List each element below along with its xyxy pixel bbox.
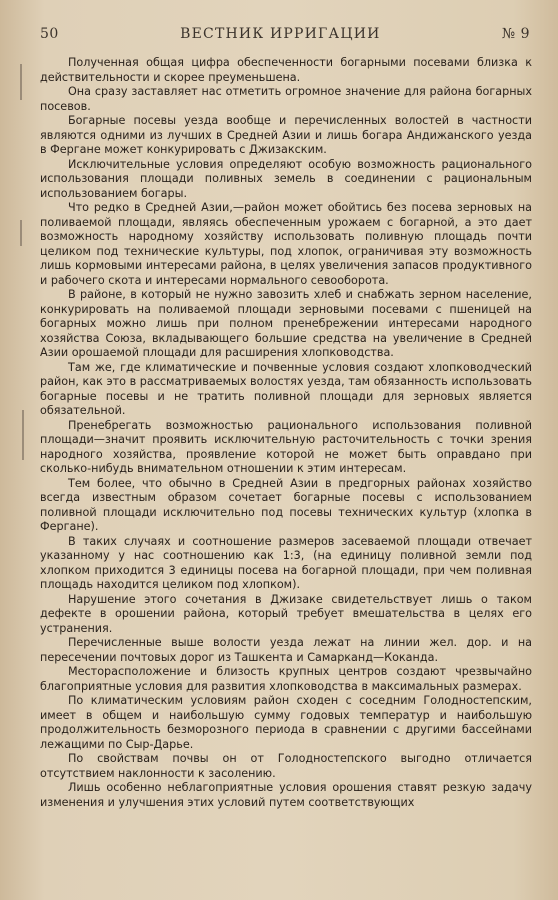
article-body (40, 56, 532, 810)
paragraph: Богарные посевы уезда вообще и перечисленных волостей в частности являются одними из лучших в Средней Азии и лишь богара Андижанского уезда в Фергане может конкурировать с Джизакским. (40, 114, 532, 156)
page-header (40, 26, 530, 46)
paragraph: В таких случаях и соотношение размеров засеваемой площади отвечает указанному у нас соотношению как 1:3, (на единицу поливной земли под хлопком приходится 3 единицы посева на богарной площади, при чем поливная площадь находится целиком под хлопком). (40, 534, 532, 591)
page-number: 50 (40, 26, 59, 42)
paragraph: В районе, в который не нужно завозить хлеб и снабжать зерном население, конкурировать на поливаемой площади зерновыми посевами с пшеницей на богарных можно лишь при полном пренебрежении интересами народного хозяйства Союза, вкладывающего большие средства на увеличение в Средней Азии орошаемой площади для расширения хлопководства. (40, 288, 532, 359)
paragraph: Там же, где климатические и почвенные условия создают хлопководческий район, как это в рассматриваемых волостях уезда, там обязанность использовать богарные посевы и не тратить поливной площади для зерновых является обязательной. (40, 360, 532, 417)
paragraph: Перечисленные выше волости уезда лежат на линии жел. дор. и на пересечении почтовых дорог из Ташкента и Самарканд—Коканда. (40, 636, 532, 664)
paragraph: По климатическим условиям район сходен с соседним Голодностепским, имеет в общем и наибольшую сумму годовых температур и наибольшую продолжительность безморозного периода в сравнении с другими бассейнами лежащими по Сыр-Дарье. (40, 694, 532, 751)
paragraph: Лишь особенно неблагоприятные условия орошения ставят резкую задачу изменения и улучшения этих условий путем соответствующих (40, 781, 532, 809)
margin-mark (20, 220, 22, 246)
paragraph: Месторасположение и близость крупных центров создают чрезвычайно благоприятные условия для развития хлопководства в максимальных размерах. (40, 665, 532, 693)
paragraph: Она сразу заставляет нас отметить огромное значение для района богарных посевов. (40, 85, 532, 113)
margin-mark (20, 64, 22, 100)
paragraph: Что редко в Средней Азии,—район может обойтись без посева зерновых на поливаемой площади, являясь обеспеченным урожаем с богарной, а это дает возможность народному хозяйству использовать поливную площадь почти целиком под технические культуры, под хлопок, ограничивая эту возможность лишь кормовыми интересами района, в целях увеличения запасов продуктивного и рабочего скота и интересами нормального севооборота. (40, 201, 532, 287)
issue-number: № 9 (501, 26, 530, 42)
paragraph: Исключительные условия определяют особую возможность рационального использования площади поливных земель в соединении с рациональным использованием богары. (40, 157, 532, 200)
paragraph: Пренебрегать возможностью рационального использования поливной площади—значит проявить исключительную расточительность с точки зрения народного хозяйства, проявление которой не может быть оправдано при сколько-нибудь внимательном отношении к этим интересам. (40, 418, 532, 475)
margin-mark (22, 410, 24, 460)
paragraph: Тем более, что обычно в Средней Азии в предгорных районах хозяйство всегда известным образом сочетает богарные посевы с использованием поливной площади исключительно под посевы технических культур (хлопка в Фергане). (40, 476, 532, 533)
paragraph: Нарушение этого сочетания в Джизаке свидетельствует лишь о таком дефекте в орошении района, который требует вмешательства в целях его устранения. (40, 592, 532, 635)
journal-title: ВЕСТНИК ИРРИГАЦИИ (180, 26, 381, 42)
paragraph: Полученная общая цифра обеспеченности богарными посевами близка к действительности и скорее преуменьшена. (40, 56, 532, 84)
paragraph: По свойствам почвы он от Голодностепского выгодно отличается отсутствием наклонности к засолению. (40, 752, 532, 780)
